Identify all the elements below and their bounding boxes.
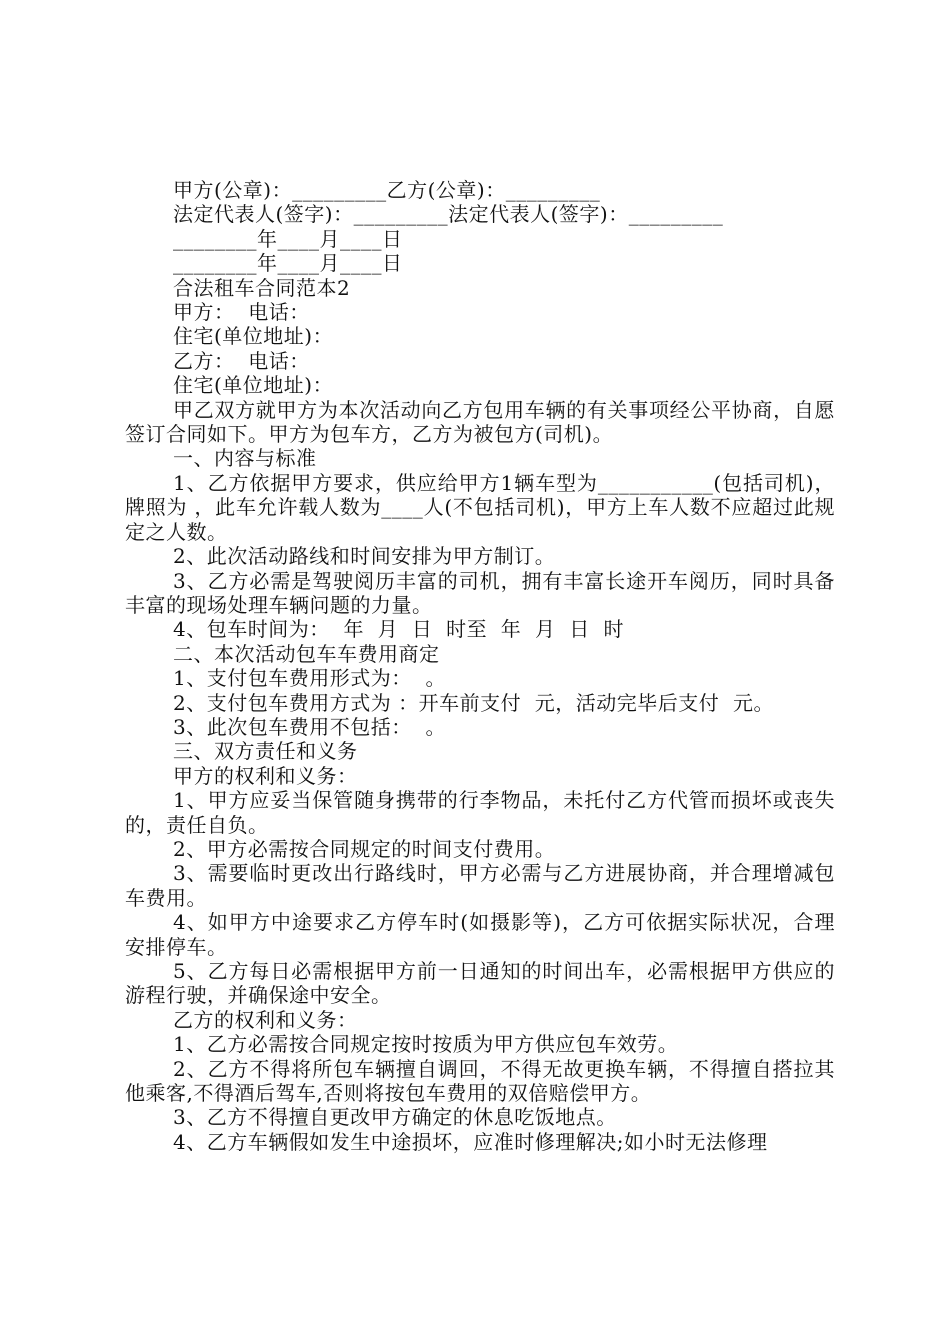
signature-date-a: ________年____月____日 (173, 226, 403, 251)
party-a-item-5: 5、乙方每日必需根据甲方前一日通知的时间出车，必需根据甲方供应的游程行驶，并确保途中安全。 (125, 959, 835, 1008)
signature-date-b: ________年____月____日 (173, 251, 403, 276)
signature-line-representative: 法定代表人(签字)：_________法定代表人(签字)：_________ (173, 202, 724, 227)
party-b-line: 乙方： 电话： (173, 348, 310, 373)
section-1-item-4: 4、包车时间为： 年 月 日 时至 年 月 日 时 (173, 617, 624, 642)
party-a-rights-heading: 甲方的权利和义务： (173, 763, 358, 788)
section-2-heading: 二、本次活动包车车费用商定 (173, 641, 440, 666)
section-1-item-3: 3、乙方必需是驾驶阅历丰富的司机，拥有丰富长途开车阅历，同时具备丰富的现场处理车辆问题的力量。 (125, 568, 835, 617)
document-body (125, 178, 835, 1154)
party-a-item-2: 2、甲方必需按合同规定的时间支付费用。 (173, 836, 556, 861)
section-2-item-3: 3、此次包车费用不包括： 。 (173, 714, 446, 739)
party-b-rights-heading: 乙方的权利和义务： (173, 1007, 358, 1032)
section-2-item-1: 1、支付包车费用形式为： 。 (173, 666, 446, 691)
party-b-item-2: 2、乙方不得将所包车辆擅自调回，不得无故更换车辆，不得擅自搭拉其他乘客,不得酒后驾车,否则将按包车费用的双倍赔偿甲方。 (125, 1056, 835, 1106)
party-b-address: 住宅(单位地址)： (173, 373, 334, 398)
party-b-item-3: 3、乙方不得擅自更改甲方确定的休息吃饭地点。 (173, 1105, 617, 1130)
party-a-item-1: 1、甲方应妥当保管随身携带的行李物品，未托付乙方代管而损坏或丧失的，责任自负。 (125, 788, 835, 837)
section-1-heading: 一、内容与标准 (173, 446, 317, 471)
party-a-item-3: 3、需要临时更改出行路线时，甲方必需与乙方进展协商，并合理增减包车费用。 (125, 861, 835, 910)
intro-paragraph: 甲乙双方就甲方为本次活动向乙方包用车辆的有关事项经公平协商，自愿签订合同如下。甲方为包车方，乙方为被包方(司机)。 (125, 397, 835, 447)
section-1-item-1: 1、乙方依据甲方要求，供应给甲方1辆车型为___________(包括司机)，牌照为 ，此车允许载人数为____人(不包括司机)，甲方上车人数不应超过此规定之人数。 (125, 470, 835, 544)
contract-title: 合法租车合同范本2 (173, 275, 351, 300)
party-b-item-1: 1、乙方必需按合同规定按时按质为甲方供应包车效劳。 (173, 1032, 679, 1057)
party-b-item-4: 4、乙方车辆假如发生中途损坏，应准时修理解决;如小时无法修理 (173, 1129, 768, 1154)
signature-line-seal: 甲方(公章)：_________乙方(公章)：_________ (173, 178, 601, 202)
party-a-address: 住宅(单位地址)： (173, 324, 334, 349)
party-a-line: 甲方： 电话： (173, 300, 310, 325)
section-1-item-2: 2、此次活动路线和时间安排为甲方制订。 (173, 544, 556, 569)
section-2-item-2: 2、支付包车费用方式为 ：开车前支付 元，活动完毕后支付 元。 (173, 690, 775, 715)
party-a-item-4: 4、如甲方中途要求乙方停车时(如摄影等)，乙方可依据实际状况，合理安排停车。 (125, 910, 835, 959)
section-3-heading: 三、双方责任和义务 (173, 739, 358, 764)
